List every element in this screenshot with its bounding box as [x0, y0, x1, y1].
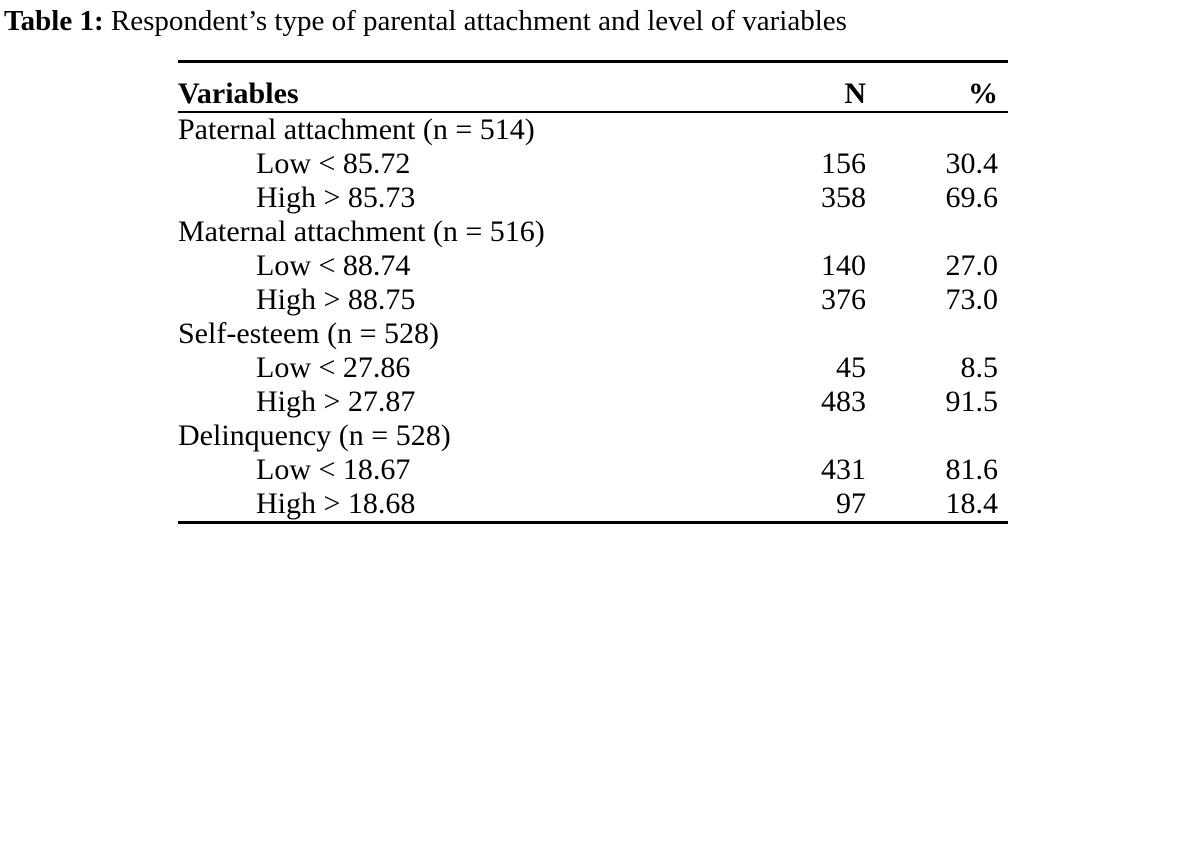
row-n: 97 — [741, 487, 880, 523]
column-header-n: N — [741, 77, 880, 112]
row-variable: Low < 85.72 — [256, 146, 411, 180]
table-row — [178, 181, 1008, 215]
row-n: 431 — [821, 452, 867, 486]
table-caption — [0, 0, 1188, 38]
row-pct: 18.4 — [880, 487, 1008, 523]
row-variable: High > 18.68 — [178, 487, 741, 523]
row-variable: Self-esteem (n = 528) — [178, 316, 440, 350]
row-n: 45 — [836, 350, 867, 384]
row-pct — [880, 419, 1008, 453]
row-pct: 8.5 — [960, 350, 998, 384]
row-n — [741, 317, 880, 351]
row-variable: High > 88.75 — [256, 282, 416, 316]
row-pct: 73.0 — [945, 282, 998, 316]
row-n — [741, 215, 880, 249]
table-row — [178, 487, 1008, 523]
table-row — [178, 147, 1008, 181]
table-row — [178, 419, 1008, 453]
row-variable: Maternal attachment (n = 516) — [178, 214, 545, 248]
table-row — [178, 351, 1008, 385]
row-n: 483 — [821, 384, 867, 418]
table-caption-label: Table 1: — [4, 5, 104, 37]
table-top-rule — [178, 61, 1008, 77]
table-row — [178, 215, 1008, 249]
row-pct: 27.0 — [945, 248, 998, 282]
table-row — [178, 112, 1008, 147]
row-variable: Low < 88.74 — [256, 248, 411, 282]
row-variable: Low < 18.67 — [256, 452, 411, 486]
table-row — [178, 249, 1008, 283]
column-header-percent: % — [880, 77, 1008, 112]
table-container — [178, 60, 1008, 524]
table-row — [178, 317, 1008, 351]
table-body — [178, 61, 1008, 522]
row-pct — [880, 112, 1008, 147]
row-n: 156 — [821, 146, 867, 180]
row-variable: High > 85.73 — [256, 180, 416, 214]
row-variable: High > 27.87 — [256, 384, 416, 418]
row-n: 140 — [821, 248, 867, 282]
table-row — [178, 283, 1008, 317]
column-header-variables: Variables — [178, 77, 741, 112]
row-variable: Delinquency (n = 528) — [178, 418, 451, 452]
row-pct: 69.6 — [945, 180, 998, 214]
row-variable: Paternal attachment (n = 514) — [178, 112, 535, 146]
variables-table — [178, 60, 1008, 524]
row-n — [741, 112, 880, 147]
row-pct: 30.4 — [945, 146, 998, 180]
row-pct — [880, 215, 1008, 249]
table-row — [178, 453, 1008, 487]
row-n — [741, 419, 880, 453]
row-n: 376 — [821, 282, 867, 316]
table-caption-text: Respondent’s type of parental attachment and level of variables — [110, 5, 847, 37]
table-row — [178, 385, 1008, 419]
row-pct — [880, 317, 1008, 351]
row-variable: Low < 27.86 — [256, 350, 411, 384]
row-pct: 91.5 — [945, 384, 998, 418]
row-pct: 81.6 — [945, 452, 998, 486]
row-n: 358 — [821, 180, 867, 214]
table-header-row — [178, 77, 1008, 112]
